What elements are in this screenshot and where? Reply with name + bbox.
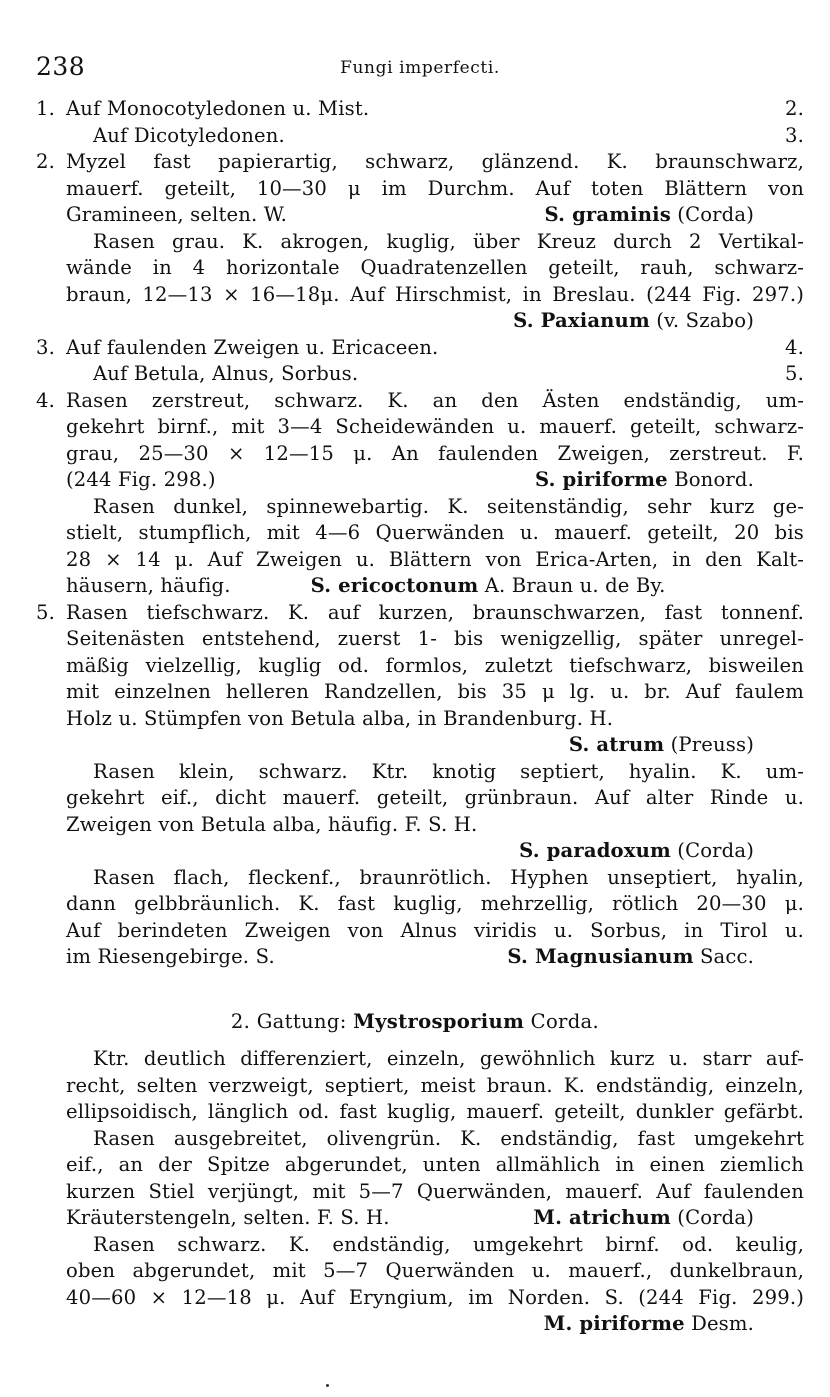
species-entry [311,573,666,600]
text-line [66,1179,804,1206]
identification-key [36,96,804,971]
text-line [66,414,804,441]
key-reference: 2. [785,97,804,120]
species-author: (Corda) [677,1206,754,1229]
species-author: (Corda) [677,839,754,862]
key-reference: 3. [785,123,804,147]
text-line [66,653,804,680]
line-text: Auf berindeten Zweigen von Alnus viridis u. Sorbus, in Tirol u. [66,918,804,942]
genus-description [66,1046,804,1338]
line-text: braun, 12—13 × 16—18μ. Auf Hirschmist, in Breslau. (244 Fig. 297.) [66,282,804,306]
species-entry [533,1205,804,1232]
text-line [66,282,804,309]
text-line [66,1046,804,1073]
line-text: kurzen Stiel verjüngt, mit 5—7 Querwänden, mauerf. Auf faulenden [66,1179,804,1203]
line-text: (244 Fig. 298.) [66,468,216,491]
species-author: (Corda) [677,203,754,226]
line-text: oben abgerundet, mit 5—7 Querwänden u. mauerf., dunkelbraun, [66,1259,804,1282]
line-text: mit einzelnen helleren Randzellen, bis 35 μ lg. u. br. Auf faulem [66,680,804,703]
line-text: Myzel fast papierartig, schwarz, glänzend. K. braunschwarz, [66,150,804,173]
text-line [66,1205,804,1232]
species-name: S. Paxianum [513,309,650,332]
species-name: S. graminis [544,203,671,226]
section-heading [0,1010,830,1033]
line-text: gekehrt eif., dicht mauerf. geteilt, grünbraun. Auf alter Rinde u. [66,786,804,809]
text-line [66,308,804,335]
species-name: S. paradoxum [519,839,671,862]
text-line [66,706,804,733]
line-text: recht, selten verzweigt, septiert, meist braun. K. endständig, einzeln, [66,1073,804,1097]
line-text: Ktr. deutlich differenziert, einzeln, gewöhnlich kurz u. starr auf- [93,1047,804,1070]
text-line [66,812,804,839]
species-author: (v. Szabo) [656,309,754,332]
text-line [36,388,804,415]
key-number: 3. [36,335,55,359]
text-line [66,1126,804,1153]
line-text: Kräuterstengeln, selten. F. S. H. [66,1206,390,1229]
line-text: Rasen klein, schwarz. Ktr. knotig septiert, hyalin. K. um- [93,759,804,783]
line-text: grau, 25—30 × 12—15 μ. An faulenden Zweigen, zerstreut. F. [66,441,804,465]
running-head: Fungi imperfecti. [340,58,500,78]
line-text: eif., an der Spitze abgerundet, unten allmählich in einen ziemlich [66,1153,804,1176]
key-number: 1. [36,97,55,120]
text-line [66,441,804,468]
key-text: Auf Monocotyledonen u. Mist. [66,97,370,120]
text-line [66,1258,804,1285]
species-author: A. Braun u. de By. [484,574,666,597]
line-text: Zweigen von Betula alba, häufig. F. S. H. [66,812,478,836]
key-number: 4. [36,388,55,412]
text-line [66,1073,804,1100]
line-text: stielt, stumpflich, mit 4—6 Querwänden u. mauerf. geteilt, 20 bis [66,521,804,544]
line-text: wände in 4 horizontale Quadratenzellen geteilt, rauh, schwarz- [66,256,804,279]
line-text: Rasen schwarz. K. endständig, umgekehrt birnf. od. keulig, [93,1232,804,1256]
species-name: S. ericoctonum [310,574,479,597]
text-line [66,494,804,521]
text-line [66,891,804,918]
line-text: Seitenästen entstehend, zuerst 1- bis wenigzellig, später unregel- [66,627,804,650]
section-prefix: 2. Gattung: [230,1010,347,1033]
text-line [66,865,804,892]
text-line [66,838,804,865]
text-line [66,732,804,759]
species-author: Sacc. [699,945,754,968]
text-line [66,626,804,653]
species-name: S. piriforme [534,468,668,491]
text-line [36,335,804,362]
page-header [36,52,804,82]
page-number: 238 [36,52,86,81]
text-line [66,573,804,600]
key-text: Auf Betula, Alnus, Sorbus. [93,362,359,385]
species-author: Desm. [691,1312,754,1335]
text-line [66,123,804,150]
text-line [36,600,804,627]
species-entry [507,944,804,971]
species-name: M. atrichum [533,1206,671,1229]
key-number: 5. [36,600,55,624]
genus-name: Mystrosporium [353,1010,525,1033]
key-reference: 4. [785,335,804,359]
line-text: mäßig vielzellig, kuglig od. formlos, zuletzt tiefschwarz, bisweilen [66,653,804,677]
species-entry [545,202,804,229]
species-entry [535,467,804,494]
text-line [66,467,804,494]
text-line [36,96,804,123]
text-line [66,202,804,229]
line-text: Rasen ausgebreitet, olivengrün. K. endständig, fast umgekehrt [93,1126,804,1150]
line-text: gekehrt birnf., mit 3—4 Scheidewänden u. mauerf. geteilt, schwarz- [66,415,804,438]
key-text: Auf faulenden Zweigen u. Ericaceen. [66,335,439,359]
text-line [66,1232,804,1259]
text-line [66,918,804,945]
line-text: Gramineen, selten. W. [66,203,287,226]
line-text: Rasen tiefschwarz. K. auf kurzen, braunschwarzen, fast tonnenf. [66,600,804,624]
speck [326,1384,329,1387]
text-line [66,1311,804,1338]
line-text: im Riesengebirge. S. [66,945,275,968]
key-number: 2. [36,150,55,173]
species-name: M. piriforme [543,1312,685,1335]
species-name: S. Magnusianum [507,945,694,968]
line-text: Rasen grau. K. akrogen, kuglig, über Kreuz durch 2 Vertikal- [93,229,804,253]
text-line [66,679,804,706]
text-line [66,1099,804,1126]
text-line [66,361,804,388]
key-reference: 5. [785,362,804,385]
text-line [66,1285,804,1312]
text-line [66,785,804,812]
text-line [36,149,804,176]
text-line [66,176,804,203]
text-line [66,944,804,971]
line-text: mauerf. geteilt, 10—30 μ im Durchm. Auf toten Blättern von [66,176,804,200]
line-text: 28 × 14 μ. Auf Zweigen u. Blättern von Erica-Arten, in den Kalt- [66,547,804,571]
key-text: Auf Dicotyledonen. [93,123,285,147]
line-text: Rasen dunkel, spinnewebartig. K. seitenständig, sehr kurz ge- [93,494,804,518]
line-text: häusern, häufig. [66,574,231,597]
line-text: Rasen flach, fleckenf., braunrötlich. Hyphen unseptiert, hyalin, [93,865,804,889]
text-line [66,229,804,256]
line-text: Rasen zerstreut, schwarz. K. an den Ästen endständig, um- [66,388,804,412]
species-name: S. atrum [568,733,665,756]
text-line [66,759,804,786]
species-author: (Preuss) [670,733,754,756]
text-line [66,255,804,282]
line-text: 40—60 × 12—18 μ. Auf Eryngium, im Norden. S. (244 Fig. 299.) [66,1285,804,1309]
text-line [66,547,804,574]
line-text: Holz u. Stümpfen von Betula alba, in Brandenburg. H. [66,706,614,730]
line-text: dann gelbbräunlich. K. fast kuglig, mehrzellig, rötlich 20—30 μ. [66,892,804,915]
text-line [66,520,804,547]
species-author: Bonord. [674,468,754,491]
genus-author: Corda. [530,1010,600,1033]
line-text: ellipsoidisch, länglich od. fast kuglig, mauerf. geteilt, dunkler gefärbt. [66,1100,804,1123]
text-line [66,1152,804,1179]
